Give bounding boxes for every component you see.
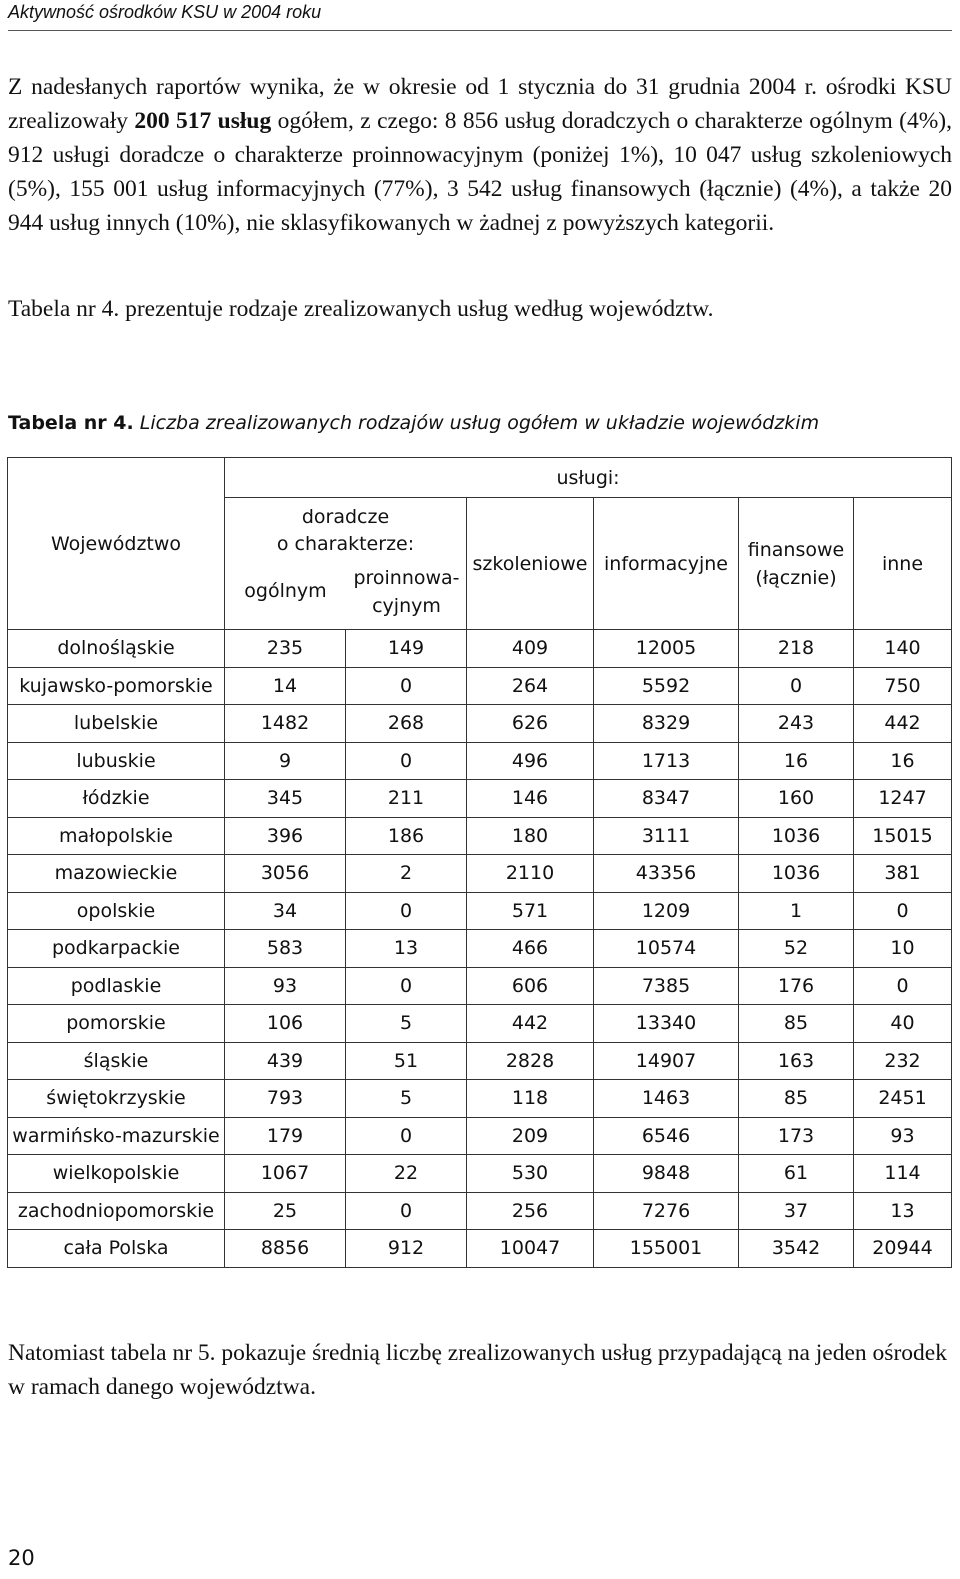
cell-information: 1713 [594,742,739,780]
table-row [8,705,952,743]
table-row [8,742,952,780]
cell-training: 2110 [467,855,594,893]
cell-information: 43356 [594,855,739,893]
cell-voivodeship: mazowieckie [8,855,225,893]
table-row [8,1117,952,1155]
cell-pro-innovation: 0 [346,667,467,705]
cell-general: 1482 [225,705,346,743]
header-financial [739,498,854,630]
cell-general: 14 [225,667,346,705]
table-head [8,458,952,630]
cell-financial: 0 [739,667,854,705]
cell-other: 40 [854,1005,952,1043]
cell-financial: 173 [739,1117,854,1155]
header-row-services [8,458,952,498]
cell-pro-innovation: 211 [346,780,467,818]
cell-financial: 61 [739,1155,854,1193]
cell-general: 1067 [225,1155,346,1193]
cell-pro-innovation: 51 [346,1042,467,1080]
running-header: Aktywność ośrodków KSU w 2004 roku [8,0,952,31]
header-voivodeship: Województwo [8,458,225,630]
cell-other: 2451 [854,1080,952,1118]
table-row [8,1080,952,1118]
cell-information: 7385 [594,967,739,1005]
cell-information: 1463 [594,1080,739,1118]
table-row [8,855,952,893]
header-other: inne [854,498,952,630]
cell-general: 9 [225,742,346,780]
cell-training: 209 [467,1117,594,1155]
header-services: usługi: [225,458,952,498]
cell-information: 7276 [594,1192,739,1230]
cell-information: 1209 [594,892,739,930]
cell-voivodeship: śląskie [8,1042,225,1080]
cell-general: 345 [225,780,346,818]
cell-information: 12005 [594,630,739,668]
cell-financial: 243 [739,705,854,743]
cell-information: 14907 [594,1042,739,1080]
cell-voivodeship: wielkopolskie [8,1155,225,1193]
cell-other: 16 [854,742,952,780]
cell-training: 146 [467,780,594,818]
table-body [8,630,952,1268]
cell-voivodeship: pomorskie [8,1005,225,1043]
cell-training: 409 [467,630,594,668]
cell-financial: 1036 [739,855,854,893]
cell-information: 3111 [594,817,739,855]
cell-information: 155001 [594,1230,739,1268]
cell-information: 10574 [594,930,739,968]
cell-training: 496 [467,742,594,780]
header-pro-innovation-line1: proinnowa- [353,567,460,589]
intro-paragraph [8,70,952,240]
cell-general: 8856 [225,1230,346,1268]
cell-financial: 85 [739,1005,854,1043]
cell-general: 93 [225,967,346,1005]
cell-training: 118 [467,1080,594,1118]
cell-information: 6546 [594,1117,739,1155]
cell-other: 0 [854,892,952,930]
cell-training: 626 [467,705,594,743]
cell-information: 13340 [594,1005,739,1043]
cell-other: 140 [854,630,952,668]
cell-financial: 85 [739,1080,854,1118]
cell-voivodeship: małopolskie [8,817,225,855]
cell-voivodeship: warmińsko-mazurskie [8,1117,225,1155]
header-advisory [225,498,467,630]
table-caption-label: Tabela nr 4. [8,412,134,434]
cell-voivodeship: lubuskie [8,742,225,780]
cell-financial: 16 [739,742,854,780]
header-pro-innovation [346,564,467,620]
services-by-voivodeship-table [7,457,952,1268]
cell-training: 256 [467,1192,594,1230]
cell-general: 439 [225,1042,346,1080]
table-total-row [8,1230,952,1268]
table-caption [8,408,952,438]
cell-voivodeship: dolnośląskie [8,630,225,668]
cell-pro-innovation: 22 [346,1155,467,1193]
cell-pro-innovation: 0 [346,892,467,930]
cell-training: 2828 [467,1042,594,1080]
cell-other: 93 [854,1117,952,1155]
cell-pro-innovation: 13 [346,930,467,968]
header-training: szkoleniowe [467,498,594,630]
cell-voivodeship: lubelskie [8,705,225,743]
cell-training: 466 [467,930,594,968]
cell-pro-innovation: 149 [346,630,467,668]
table-reference-paragraph: Tabela nr 4. prezentuje rodzaje zrealizowanych usług według województw. [8,296,714,322]
table-row [8,780,952,818]
cell-financial: 160 [739,780,854,818]
cell-other: 381 [854,855,952,893]
header-financial-line2: (łącznie) [755,566,837,589]
table-row [8,1155,952,1193]
intro-text-a: Z nadesłanych raportów wynika, że w okresie od 1 stycznia do 31 grudnia 2004 r. ośrodki KSU zrealizowały [8,74,952,134]
cell-voivodeship: podkarpackie [8,930,225,968]
cell-pro-innovation: 186 [346,817,467,855]
cell-other: 20944 [854,1230,952,1268]
cell-general: 25 [225,1192,346,1230]
cell-pro-innovation: 268 [346,705,467,743]
cell-information: 8347 [594,780,739,818]
cell-pro-innovation: 0 [346,967,467,1005]
cell-training: 442 [467,1005,594,1043]
table-row [8,1192,952,1230]
header-advisory-line1: doradcze [301,506,390,528]
cell-financial: 3542 [739,1230,854,1268]
cell-information: 5592 [594,667,739,705]
table-row [8,817,952,855]
cell-general: 235 [225,630,346,668]
header-advisory-line2: o charakterze: [276,533,415,555]
cell-other: 10 [854,930,952,968]
cell-voivodeship: kujawsko-pomorskie [8,667,225,705]
cell-pro-innovation: 0 [346,742,467,780]
cell-voivodeship: cała Polska [8,1230,225,1268]
cell-voivodeship: podlaskie [8,967,225,1005]
cell-financial: 37 [739,1192,854,1230]
table-caption-text: Liczba zrealizowanych rodzajów usług ogółem w układzie wojewódzkim [139,412,820,434]
cell-training: 606 [467,967,594,1005]
table-row [8,630,952,668]
header-pro-innovation-line2: cyjnym [372,595,441,617]
closing-paragraph: Natomiast tabela nr 5. pokazuje średnią liczbę zrealizowanych usług przypadającą na jeden ośrodek w ramach danego województwa. [8,1340,947,1400]
cell-other: 1247 [854,780,952,818]
intro-total-services: 200 517 usług [134,108,272,134]
table-row [8,1005,952,1043]
cell-general: 179 [225,1117,346,1155]
cell-financial: 52 [739,930,854,968]
cell-pro-innovation: 5 [346,1080,467,1118]
table-row [8,892,952,930]
cell-pro-innovation: 0 [346,1192,467,1230]
cell-other: 750 [854,667,952,705]
cell-pro-innovation: 5 [346,1005,467,1043]
cell-information: 9848 [594,1155,739,1193]
cell-training: 530 [467,1155,594,1193]
intro-text-b: ogółem, z czego: 8 856 usług doradczych o charakterze ogólnym (4%), 912 usługi doradcze o charakterze proinnowacyjnym (poniżej 1%), 10 047 usług szkoleniowych (5%), 155 001 usług informacyjnych (77%), 3 542 usług finansowych (łącznie) (4%), a także 20 944 usług innych (10%), nie sklasyfikowanych w żadnej z powyższych kategorii. [8,108,952,236]
header-financial-line1: finansowe [747,538,845,561]
cell-general: 583 [225,930,346,968]
cell-general: 106 [225,1005,346,1043]
table-row [8,1042,952,1080]
cell-pro-innovation: 0 [346,1117,467,1155]
cell-other: 232 [854,1042,952,1080]
cell-other: 0 [854,967,952,1005]
cell-pro-innovation: 2 [346,855,467,893]
table-row [8,967,952,1005]
table-row [8,930,952,968]
cell-other: 442 [854,705,952,743]
cell-general: 3056 [225,855,346,893]
cell-information: 8329 [594,705,739,743]
cell-voivodeship: opolskie [8,892,225,930]
cell-voivodeship: zachodniopomorskie [8,1192,225,1230]
cell-financial: 1 [739,892,854,930]
cell-financial: 176 [739,967,854,1005]
cell-general: 793 [225,1080,346,1118]
cell-pro-innovation: 912 [346,1230,467,1268]
cell-financial: 163 [739,1042,854,1080]
cell-general: 34 [225,892,346,930]
cell-other: 114 [854,1155,952,1193]
cell-financial: 1036 [739,817,854,855]
cell-training: 571 [467,892,594,930]
cell-training: 180 [467,817,594,855]
cell-financial: 218 [739,630,854,668]
cell-other: 15015 [854,817,952,855]
cell-general: 396 [225,817,346,855]
cell-other: 13 [854,1192,952,1230]
cell-voivodeship: łódzkie [8,780,225,818]
cell-voivodeship: świętokrzyskie [8,1080,225,1118]
cell-training: 10047 [467,1230,594,1268]
page-number: 20 [8,1546,35,1570]
header-information: informacyjne [594,498,739,630]
header-general: ogólnym [244,580,327,602]
cell-training: 264 [467,667,594,705]
table-row [8,667,952,705]
